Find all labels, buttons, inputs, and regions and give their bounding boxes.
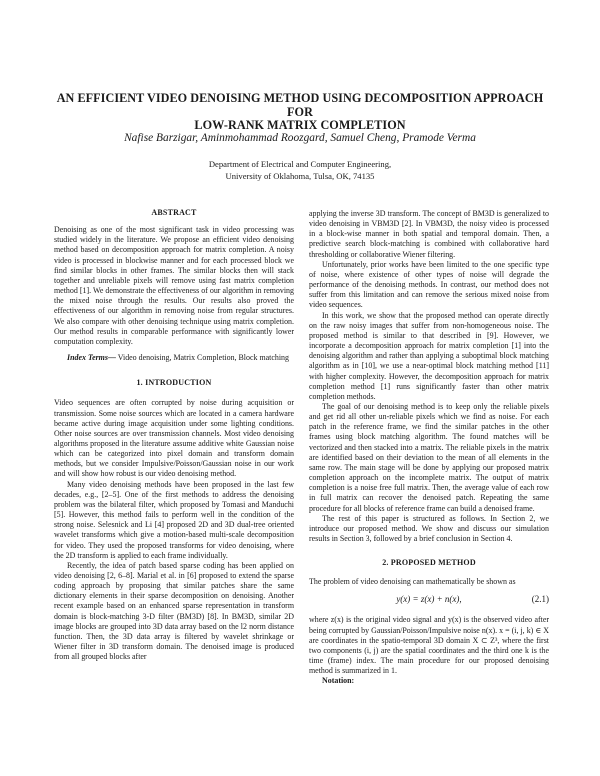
proposed-method-heading: 2. PROPOSED METHOD [382,558,476,568]
intro-paragraph-5: Unfortunately, prior works have been limited to the one specific type of noise, where existence of other types of noise will degrade the performance of the denoising methods. In contrast, our method does not suffer from this limitation and can remove the serious mixed noise from video sequences. [309,259,549,310]
paper-title [50,92,550,133]
right-column [309,209,549,687]
intro-paragraph-2: Many video denoising methods have been proposed in the last few decades, e.g., [2–5]. One of the first methods to address the denoising problem was the bilateral filter, which proposed by Tomasi and Manduchi [5]. However, this method fails to perform well in the condition of the strong noise. Selesnick and Li [4] proposed 2D and 3D dual-tree oriented wavelet transforms which give a motion-based multi-scale decomposition for video. They used the proposed transforms for video denoising, where the 2D transform is applied to each frame individually. [54,479,294,560]
authors: Nafise Barzigar, Aminmohammad Roozgard, Samuel Cheng, Pramode Verma [124,132,476,144]
abstract-text: Denoising as one of the most significant task in video processing was studied widely in the literature. We propose an efficient video denoising method based on decomposition approach for matrix completion. A noisy video is processed in blockwise manner and for each processed block we find similar blocks in other frames. The similar blocks then will stack together and unreliable pixels will remove using fast matrix completion method [1]. We demonstrate the effectiveness of our algorithm in removing the mixed noise through the results. Our results also proved the effectiveness of our algorithm in removing noise from regular structures. We also compare with other denoising technique using matrix completion. Our method results in comparable performance with significantly lower computation complexity. [54,225,294,346]
proposed-paragraph-2: where z(x) is the original video signal and y(x) is the observed video after being corrupted by Gaussian/Poisson/Impulsive noise n(x). x = (i, j, k) ∈ X are coordinates in the spatio-temporal 3D domain X ⊂ Z³, where the first two components (i, j) are the spatial coordinates and the third one k is the time (frame) index. The main procedure for our proposed denoising method is summarized in 1. [309,615,549,676]
left-column [54,208,294,662]
title-line-1: AN EFFICIENT VIDEO DENOISING METHOD USING DECOMPOSITION APPROACH FOR [56,91,544,119]
abstract-heading: ABSTRACT [151,208,197,217]
notation-label: Notation: [322,676,355,686]
affiliation-university: University of Oklahoma, Tulsa, OK, 74135 [225,171,375,182]
index-terms-label: Index Terms— [67,353,116,363]
title-line-2: LOW-RANK MATRIX COMPLETION [194,118,406,132]
index-terms-text: Video denoising, Matrix Completion, Block matching [115,353,289,363]
intro-paragraph-8: The rest of this paper is structured as follows. In Section 2, we introduce our proposed method. We show and discuss our simulation results in Section 3, followed by a brief conclusion in Section 4. [309,513,549,543]
equation-body: y(x) = z(x) + n(x), [396,594,462,605]
affiliation-department: Department of Electrical and Computer Engineering, [208,159,392,169]
affiliation [60,158,540,182]
introduction-heading: 1. INTRODUCTION [136,378,212,388]
intro-paragraph-4: applying the inverse 3D transform. The concept of BM3D is generalized to video denoising in VBM3D [2]. In VBM3D, the noisy video is processed in a block-wise manner in both spatial and temporal domain. Then, a predictive search block-matching is combined with collaborative hard thresholding or collaborative Wiener filtering. [309,209,549,259]
index-terms [54,353,294,363]
equation-number: (2.1) [531,594,549,605]
intro-paragraph-3: Recently, the idea of patch based sparse coding has been applied on video denoising [2, 6–8]. Marial et al. in [6] proposed to extend the sparse coding approach by proposing that similar patches share the same dictionary elements in their sparse decomposition on denoising. Another recent example based on an enhanced sparse representation in transform domain is block-matching 3-D filter (BM3D) [8]. In BM3D, similar 2D image blocks are grouped into 3D data array based on the l2 norm distance function. Then, the 3D data array is filtered by wavelet shrinkage or Wiener filter in 3D transform domain. The denoised image is produced from all grouped blocks after [54,560,294,662]
proposed-paragraph-1: The problem of video denoising can mathematically be shown as [309,577,516,587]
intro-paragraph-7: The goal of our denoising method is to keep only the reliable pixels and get rid all other un-reliable pixels which we find as noise. For each patch in the reference frame, we find the similar patches in the other frames using block matching algorithm. The found matches will be vectorized and then stacked into a matrix. The reliable pixels in the matrix are identified based on their deviation to the mean of all elements in the same row. The main stage will be done by applying our proposed matrix completion approach on the incomplete matrix. The output of matrix completion is a noise free full matrix. Then, the average value of each row in full matrix can recover the denoised patch. Repeating the same procedure for all blocks of reference frame can build a denoised frame. [309,401,549,513]
intro-paragraph-1: Video sequences are often corrupted by noise during acquisition or transmission. Some noise sources which are located in a camera hardware became active during image acquisition under some lighting conditions. Other noise sources are over transmission channels. Most video denoising algorithms proposed in the literature assume additive white Gaussian noise which can be categorized into pixel domain and transform domain methods, but we consider Impulsive/Poisson/Gaussian noise in our work and will show how robust is our video denoising method. [54,398,294,479]
intro-paragraph-6: In this work, we show that the proposed method can operate directly on the raw noisy images that suffer from non-homogeneous noise. The proposed method is similar to that described in [9]. However, we incorporate a decomposition approach for matrix completion [1] into the denoising algorithm and rather than applying a suboptimal block matching algorithm as in [10], we use a near-optimal block matching method [11] with higher complexity. However, the decomposition approach for matrix completion method [1] runs significantly faster than other matrix completion methods. [309,310,549,401]
equation-2-1 [309,590,549,610]
